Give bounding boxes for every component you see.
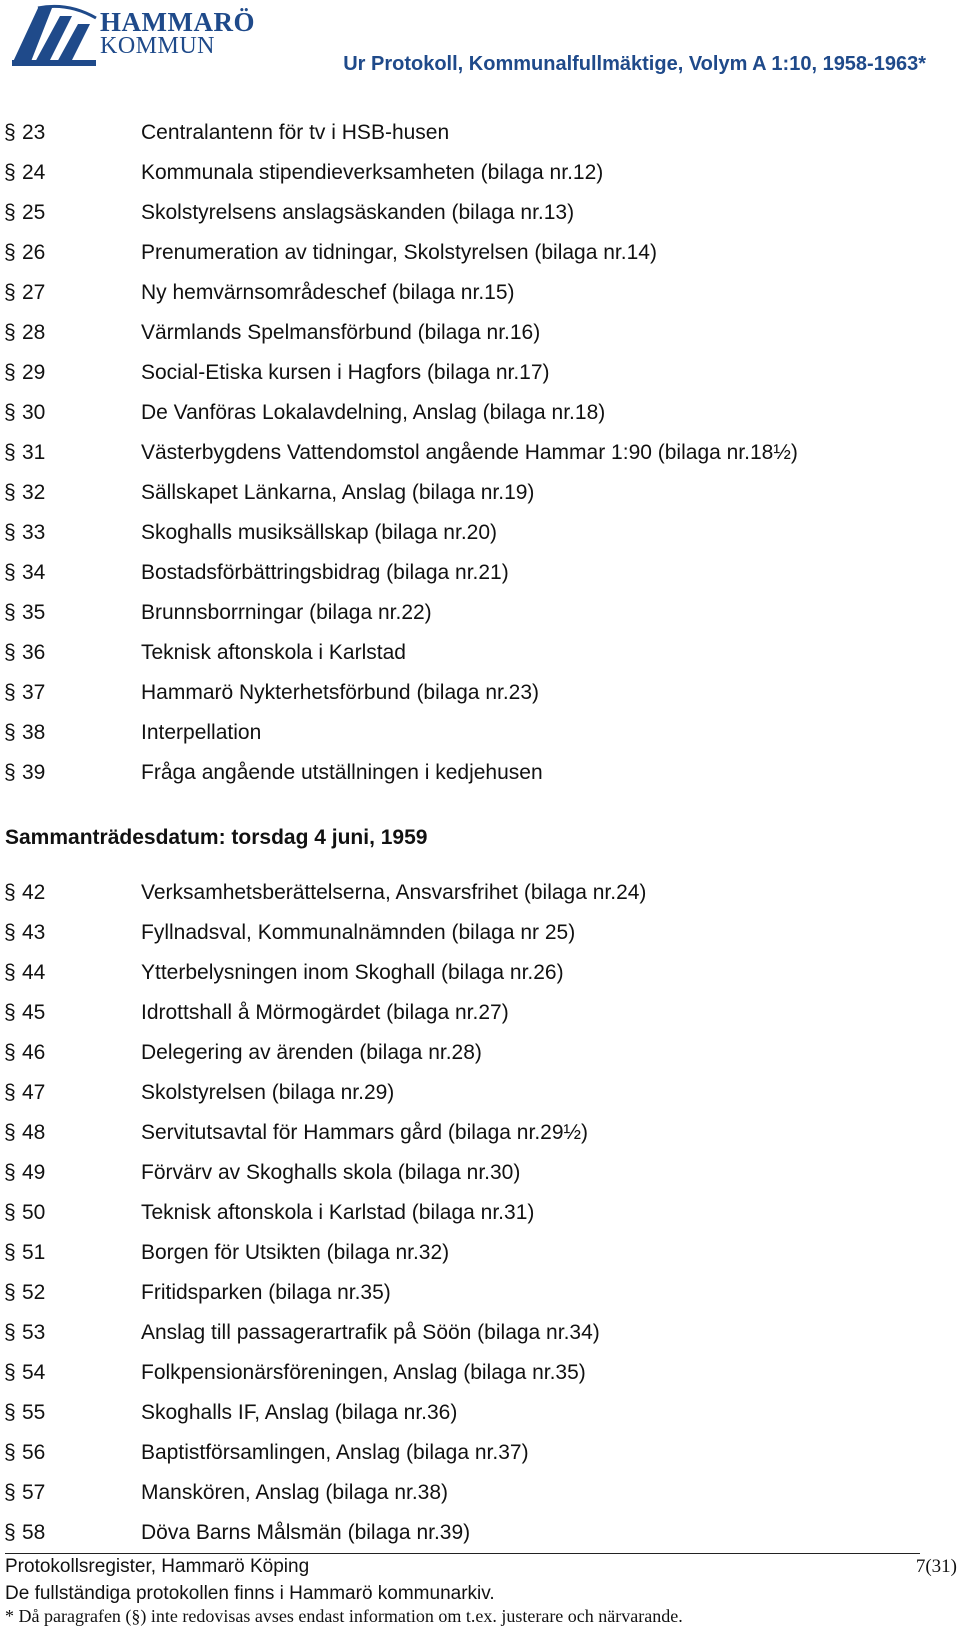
session-date-heading: Sammanträdesdatum: torsdag 4 juni, 1959 [5,826,428,849]
paragraph-title: Fritidsparken (bilaga nr.35) [141,1281,391,1304]
paragraph-title: Bostadsförbättringsbidrag (bilaga nr.21) [141,561,509,584]
paragraph-row [0,1433,960,1473]
paragraph-number: 50 [22,1201,46,1224]
section-symbol: § [4,321,16,344]
paragraph-number: 30 [22,401,46,424]
paragraph-number: 46 [22,1041,46,1064]
section-symbol: § [4,1401,16,1424]
paragraph-title: Verksamhetsberättelserna, Ansvarsfrihet (bilaga nr.24) [141,881,647,904]
paragraph-title: Skoghalls musiksällskap (bilaga nr.20) [141,521,498,544]
section-symbol: § [4,961,16,984]
paragraph-list-part-1 [0,113,960,793]
paragraph-title: Folkpensionärsföreningen, Anslag (bilaga nr.35) [141,1361,586,1384]
paragraph-title: Förvärv av Skoghalls skola (bilaga nr.30) [141,1161,521,1184]
footer-archive-note: De fullständiga protokollen finns i Hammarö kommunarkiv. [5,1583,495,1604]
paragraph-row [0,873,960,913]
paragraph-number: 23 [22,121,46,144]
paragraph-number: 57 [22,1481,46,1504]
paragraph-number: 43 [22,921,46,944]
paragraph-title: Delegering av ärenden (bilaga nr.28) [141,1041,482,1064]
paragraph-row [0,513,960,553]
section-symbol: § [4,481,16,504]
paragraph-row [0,1113,960,1153]
paragraph-row [0,1033,960,1073]
paragraph-number: 36 [22,641,46,664]
paragraph-number: 55 [22,1401,46,1424]
section-symbol: § [4,1481,16,1504]
section-symbol: § [4,521,16,544]
paragraph-number: 28 [22,321,46,344]
section-symbol: § [4,641,16,664]
logo-line-2: KOMMUN [100,33,216,59]
section-symbol: § [4,881,16,904]
paragraph-row [0,1473,960,1513]
paragraph-row [0,953,960,993]
paragraph-row [0,1073,960,1113]
paragraph-title: Sällskapet Länkarna, Anslag (bilaga nr.19) [141,481,535,504]
section-symbol: § [4,721,16,744]
paragraph-title: Brunnsborrningar (bilaga nr.22) [141,601,432,624]
paragraph-number: 44 [22,961,46,984]
section-symbol: § [4,1161,16,1184]
section-symbol: § [4,1081,16,1104]
paragraph-number: 24 [22,161,46,184]
paragraph-title: Centralantenn för tv i HSB-husen [141,121,450,144]
footer-register-title: Protokollsregister, Hammarö Köping [5,1556,310,1577]
paragraph-title: Baptistförsamlingen, Anslag (bilaga nr.37) [141,1441,529,1464]
paragraph-title: Fråga angående utställningen i kedjehusen [141,761,543,784]
paragraph-row [0,1193,960,1233]
document-title: Ur Protokoll, Kommunalfullmäktige, Volym A 1:10, 1958-1963* [343,53,926,75]
paragraph-row [0,153,960,193]
paragraph-row [0,1273,960,1313]
hammaro-kommun-logo [8,2,255,72]
paragraph-number: 48 [22,1121,46,1144]
paragraph-row [0,233,960,273]
paragraph-row [0,1233,960,1273]
paragraph-number: 27 [22,281,46,304]
page-number: 7(31) [915,1556,957,1577]
paragraph-row [0,353,960,393]
paragraph-number: 56 [22,1441,46,1464]
paragraph-row [0,673,960,713]
paragraph-row [0,993,960,1033]
section-symbol: § [4,681,16,704]
paragraph-number: 37 [22,681,46,704]
paragraph-number: 51 [22,1241,46,1264]
paragraph-number: 47 [22,1081,46,1104]
section-symbol: § [4,1121,16,1144]
section-symbol: § [4,1321,16,1344]
paragraph-number: 54 [22,1361,46,1384]
paragraph-number: 29 [22,361,46,384]
paragraph-row [0,1313,960,1353]
paragraph-title: Ny hemvärnsområdeschef (bilaga nr.15) [141,281,515,304]
paragraph-title: Värmlands Spelmansförbund (bilaga nr.16) [141,321,541,344]
section-symbol: § [4,1241,16,1264]
page-header [0,0,960,90]
paragraph-title: Interpellation [141,721,262,744]
paragraph-number: 33 [22,521,46,544]
paragraph-row [0,913,960,953]
paragraph-row [0,313,960,353]
paragraph-title: Teknisk aftonskola i Karlstad (bilaga nr.31) [141,1201,535,1224]
paragraph-row [0,1393,960,1433]
section-symbol: § [4,361,16,384]
paragraph-number: 39 [22,761,46,784]
paragraph-number: 35 [22,601,46,624]
paragraph-title: De Vanföras Lokalavdelning, Anslag (bilaga nr.18) [141,401,606,424]
paragraph-number: 25 [22,201,46,224]
paragraph-title: Prenumeration av tidningar, Skolstyrelsen (bilaga nr.14) [141,241,657,264]
section-symbol: § [4,761,16,784]
paragraph-title: Teknisk aftonskola i Karlstad [141,641,406,664]
paragraph-row [0,473,960,513]
paragraph-title: Skoghalls IF, Anslag (bilaga nr.36) [141,1401,458,1424]
paragraph-row [0,273,960,313]
section-symbol: § [4,1441,16,1464]
paragraph-title: Skolstyrelsen (bilaga nr.29) [141,1081,395,1104]
paragraph-title: Hammarö Nykterhetsförbund (bilaga nr.23) [141,681,540,704]
paragraph-number: 42 [22,881,46,904]
section-symbol: § [4,1361,16,1384]
paragraph-row [0,1153,960,1193]
paragraph-row [0,753,960,793]
paragraph-number: 34 [22,561,46,584]
paragraph-row [0,1513,960,1553]
footer-asterisk-note: * Då paragrafen (§) inte redovisas avses endast information om t.ex. justerare och närvarande. [5,1606,683,1626]
paragraph-number: 58 [22,1521,46,1544]
paragraph-row [0,193,960,233]
paragraph-title: Borgen för Utsikten (bilaga nr.32) [141,1241,450,1264]
section-symbol: § [4,1201,16,1224]
logo-line-1: HAMMARÖ [100,7,255,37]
section-symbol: § [4,201,16,224]
footer-divider [5,1553,920,1554]
section-symbol: § [4,1001,16,1024]
paragraph-row [0,633,960,673]
paragraph-row [0,1353,960,1393]
section-symbol: § [4,921,16,944]
paragraph-row [0,113,960,153]
logo-mark-icon [8,2,100,72]
paragraph-title: Servitutsavtal för Hammars gård (bilaga nr.29½) [141,1121,589,1144]
paragraph-title: Idrottshall å Mörmogärdet (bilaga nr.27) [141,1001,509,1024]
paragraph-number: 45 [22,1001,46,1024]
section-symbol: § [4,281,16,304]
paragraph-title: Manskören, Anslag (bilaga nr.38) [141,1481,449,1504]
paragraph-title: Social-Etiska kursen i Hagfors (bilaga nr.17) [141,361,550,384]
paragraph-title: Anslag till passagerartrafik på Söön (bilaga nr.34) [141,1321,600,1344]
paragraph-number: 31 [22,441,46,464]
paragraph-list-part-2 [0,873,960,1553]
paragraph-row [0,433,960,473]
paragraph-number: 52 [22,1281,46,1304]
paragraph-row [0,393,960,433]
section-symbol: § [4,1281,16,1304]
paragraph-number: 32 [22,481,46,504]
paragraph-row [0,553,960,593]
paragraph-number: 38 [22,721,46,744]
paragraph-title: Fyllnadsval, Kommunalnämnden (bilaga nr 25) [141,921,576,944]
paragraph-number: 53 [22,1321,46,1344]
section-symbol: § [4,121,16,144]
section-symbol: § [4,601,16,624]
section-symbol: § [4,441,16,464]
paragraph-row [0,713,960,753]
paragraph-title: Döva Barns Målsmän (bilaga nr.39) [141,1521,471,1544]
paragraph-title: Skolstyrelsens anslagsäskanden (bilaga nr.13) [141,201,575,224]
section-symbol: § [4,561,16,584]
section-symbol: § [4,401,16,424]
section-symbol: § [4,1041,16,1064]
section-symbol: § [4,161,16,184]
paragraph-number: 49 [22,1161,46,1184]
section-symbol: § [4,1521,16,1544]
paragraph-title: Västerbygdens Vattendomstol angående Hammar 1:90 (bilaga nr.18½) [141,441,798,464]
section-symbol: § [4,241,16,264]
paragraph-title: Ytterbelysningen inom Skoghall (bilaga nr.26) [141,961,564,984]
paragraph-title: Kommunala stipendieverksamheten (bilaga nr.12) [141,161,604,184]
paragraph-number: 26 [22,241,46,264]
paragraph-row [0,593,960,633]
